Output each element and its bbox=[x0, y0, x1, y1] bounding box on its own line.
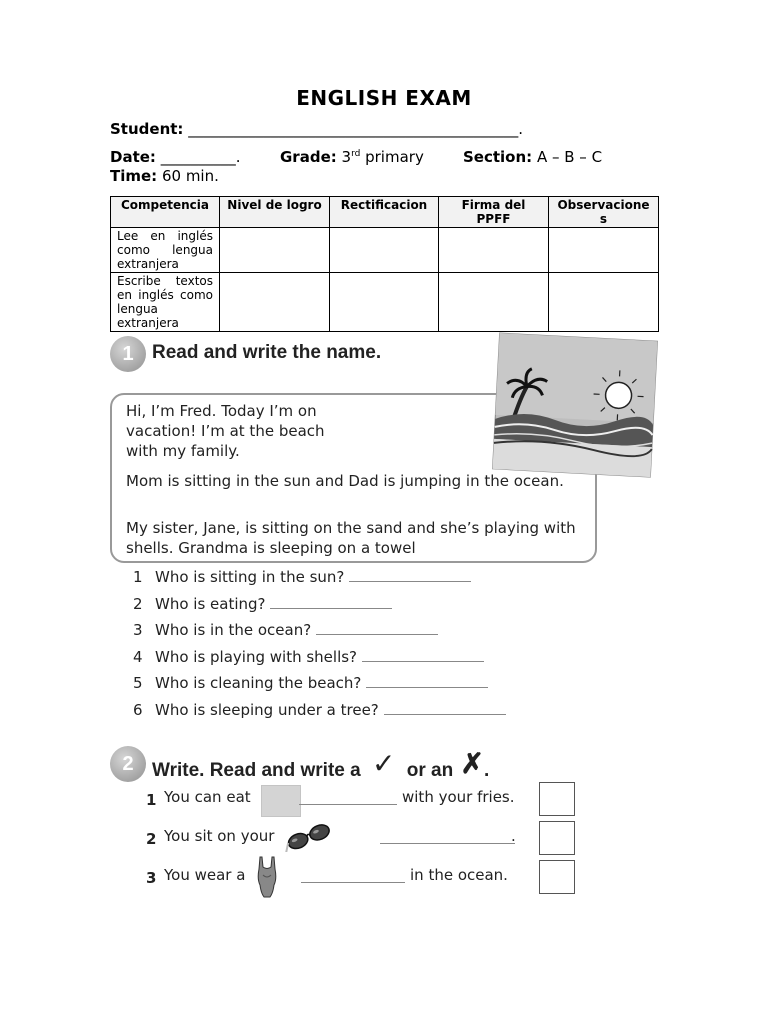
table-cell[interactable] bbox=[330, 228, 439, 273]
passage-paragraph-2: Mom is sitting in the sun and Dad is jumping in the ocean. bbox=[126, 472, 564, 490]
student-line bbox=[110, 120, 523, 138]
table-cell[interactable] bbox=[549, 228, 659, 273]
question-number: 3 bbox=[133, 621, 143, 639]
grade-field bbox=[280, 148, 424, 166]
ketchup-icon bbox=[261, 785, 301, 817]
time-label: Time: bbox=[110, 167, 158, 185]
grade-label: Grade: bbox=[280, 148, 337, 166]
grade-suffix: rd bbox=[351, 149, 361, 159]
header-nivel-de-logro: Nivel de logro bbox=[220, 197, 330, 228]
exam-title: ENGLISH EXAM bbox=[296, 86, 472, 110]
answer-checkbox[interactable] bbox=[539, 821, 575, 855]
header-firma: Firma del PPFF bbox=[439, 197, 549, 228]
time-value: 60 min. bbox=[161, 167, 219, 185]
header-rectificacion: Rectificacion bbox=[330, 197, 439, 228]
table-cell[interactable] bbox=[220, 228, 330, 273]
answer-blank[interactable] bbox=[301, 870, 405, 883]
item-text-before: You sit on your bbox=[164, 827, 275, 845]
swimsuit-icon bbox=[255, 855, 279, 899]
answer-blank[interactable] bbox=[349, 569, 471, 582]
table-row bbox=[111, 273, 659, 332]
exercise-1-badge: 1 bbox=[110, 336, 146, 372]
item-text-after: with your fries. bbox=[402, 788, 515, 806]
table-row bbox=[111, 228, 659, 273]
date-row bbox=[110, 148, 240, 166]
answer-checkbox[interactable] bbox=[539, 782, 575, 816]
sunglasses-icon bbox=[280, 820, 336, 852]
heading-text-a: Write. Read and write a bbox=[152, 760, 361, 781]
student-label: Student: bbox=[110, 120, 184, 138]
table-cell: Escribe textos en inglés como lengua extranjera bbox=[111, 273, 220, 332]
table-cell[interactable] bbox=[330, 273, 439, 332]
question-list bbox=[133, 568, 506, 727]
item-text-before: You can eat bbox=[164, 788, 251, 806]
cross-mark-icon: ✗ bbox=[460, 748, 484, 779]
table-cell[interactable] bbox=[439, 228, 549, 273]
passage-paragraph-1: Hi, I’m Fred. Today I’m on vacation! I’m at the beach with my family. bbox=[126, 402, 325, 460]
list-item bbox=[133, 674, 506, 701]
grade-rest: primary bbox=[360, 148, 424, 166]
section-label: Section: bbox=[463, 148, 533, 166]
exercise-1-heading: Read and write the name. bbox=[152, 342, 382, 363]
list-item bbox=[133, 595, 506, 622]
list-item bbox=[133, 621, 506, 648]
answer-blank[interactable] bbox=[384, 702, 506, 715]
answer-blank[interactable] bbox=[362, 649, 484, 662]
list-item bbox=[133, 648, 506, 675]
question-text: Who is eating? bbox=[155, 594, 266, 613]
item-text-after: in the ocean. bbox=[410, 866, 508, 884]
item-text-after: . bbox=[511, 827, 516, 845]
answer-blank[interactable] bbox=[366, 675, 488, 688]
answer-checkbox[interactable] bbox=[539, 860, 575, 894]
grade-number: 3 bbox=[341, 148, 352, 166]
question-text: Who is sitting in the sun? bbox=[155, 568, 345, 586]
exercise-2-badge: 2 bbox=[110, 746, 146, 782]
heading-text-b: or an bbox=[406, 760, 454, 781]
date-blank[interactable]: __________. bbox=[160, 148, 241, 166]
item-number: 1 bbox=[146, 791, 157, 809]
section-field bbox=[463, 148, 602, 166]
exercise-2-heading bbox=[152, 750, 489, 783]
table-header-row bbox=[111, 197, 659, 228]
table-cell: Lee en inglés como lengua extranjera bbox=[111, 228, 220, 273]
table-cell[interactable] bbox=[549, 273, 659, 332]
question-text: Who is in the ocean? bbox=[155, 621, 312, 639]
question-text: Who is sleeping under a tree? bbox=[155, 700, 379, 719]
header-observaciones: Observaciones bbox=[549, 197, 659, 228]
question-text: Who is cleaning the beach? bbox=[155, 674, 362, 692]
answer-blank[interactable] bbox=[299, 792, 397, 805]
question-number: 4 bbox=[133, 647, 143, 666]
item-text-before: You wear a bbox=[164, 866, 246, 884]
answer-blank[interactable] bbox=[316, 622, 438, 635]
section-value: A – B – C bbox=[536, 148, 603, 166]
question-number: 6 bbox=[133, 700, 143, 719]
answer-blank[interactable] bbox=[380, 831, 515, 844]
time-row bbox=[110, 167, 219, 185]
table-cell[interactable] bbox=[220, 273, 330, 332]
table-cell[interactable] bbox=[439, 273, 549, 332]
question-number: 1 bbox=[133, 568, 143, 586]
date-label: Date: bbox=[110, 148, 156, 166]
check-mark-icon: ✓ bbox=[371, 748, 396, 779]
heading-end: . bbox=[483, 760, 490, 781]
question-number: 5 bbox=[133, 674, 143, 692]
passage-paragraph-3: My sister, Jane, is sitting on the sand and she’s playing with shells. Grandma is sleeping on a towel bbox=[126, 519, 576, 557]
item-number: 2 bbox=[146, 830, 157, 848]
answer-blank[interactable] bbox=[270, 596, 392, 609]
student-blank[interactable]: ____________________________________________. bbox=[188, 120, 523, 138]
item-number: 3 bbox=[146, 869, 157, 887]
header-competencia: Competencia bbox=[111, 197, 220, 228]
question-text: Who is playing with shells? bbox=[155, 647, 358, 666]
list-item bbox=[133, 701, 506, 728]
competency-table bbox=[110, 196, 659, 332]
beach-scene-icon bbox=[486, 331, 662, 479]
question-number: 2 bbox=[133, 594, 143, 613]
list-item bbox=[133, 568, 506, 595]
